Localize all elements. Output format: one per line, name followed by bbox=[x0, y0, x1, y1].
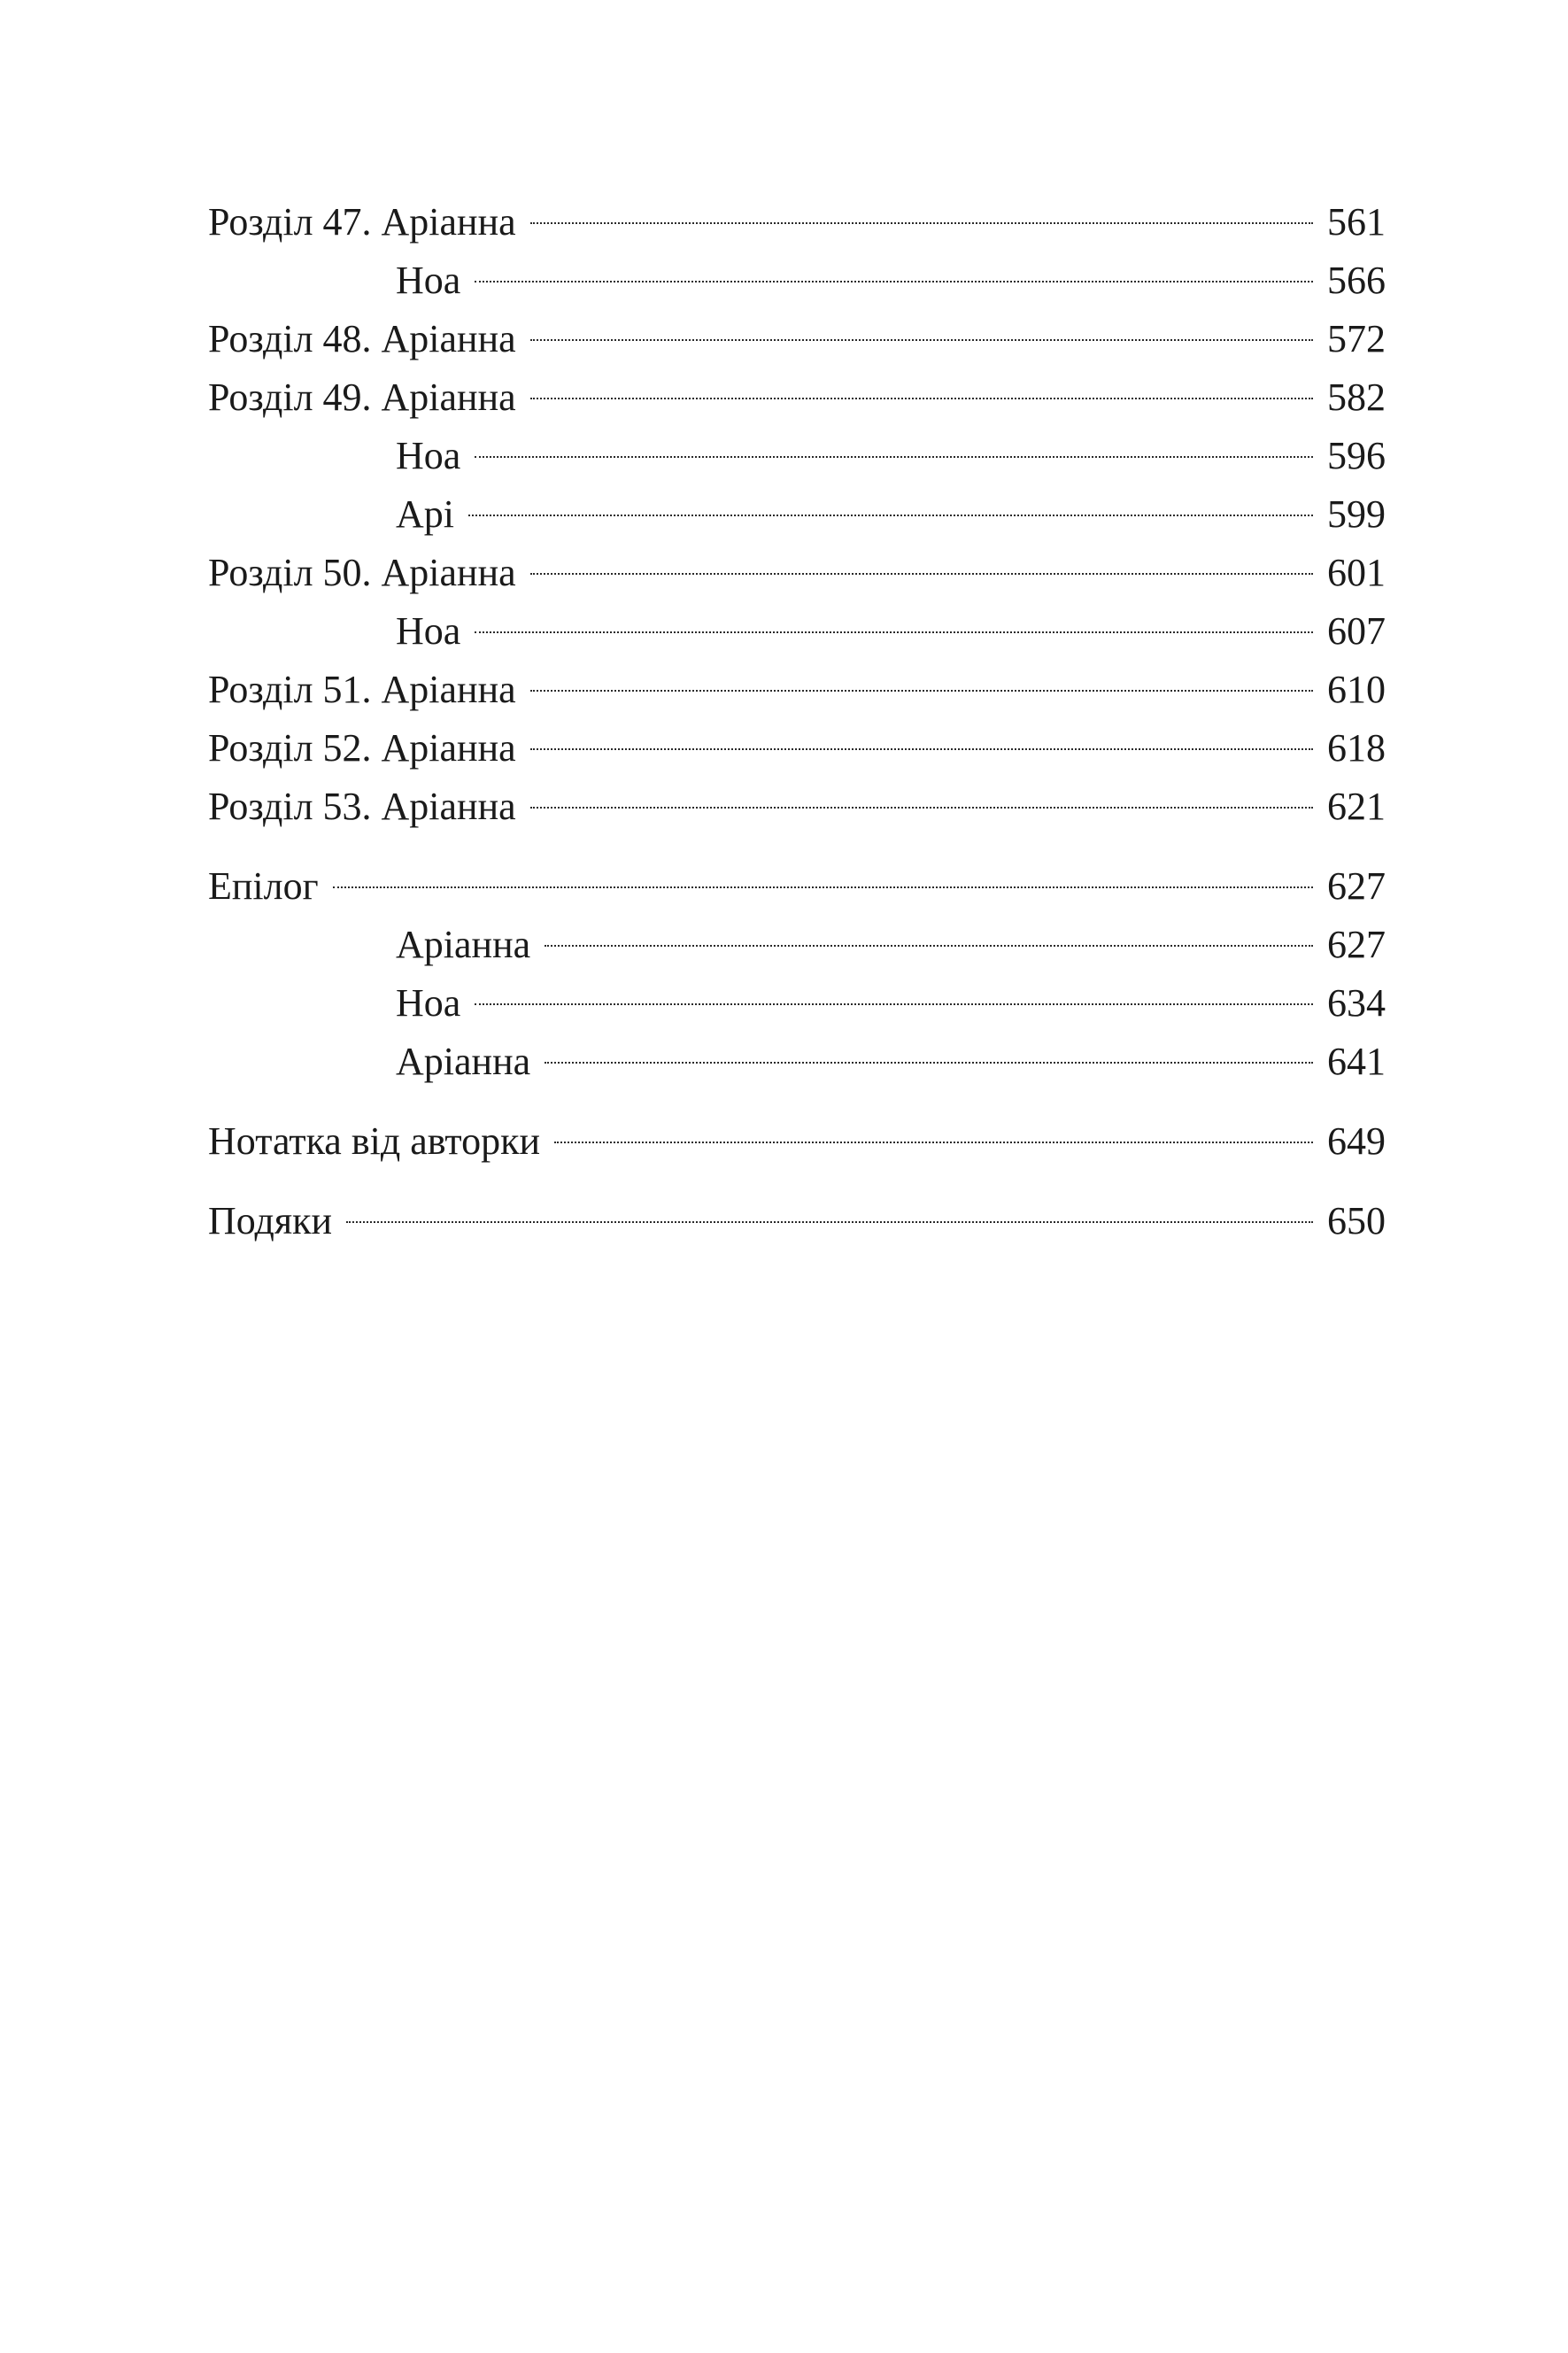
toc-entry bbox=[208, 310, 1386, 368]
toc-entry-label: Розділ 52. Аріанна bbox=[208, 726, 516, 770]
toc-entry-page: 621 bbox=[1327, 785, 1386, 828]
dot-leader bbox=[530, 690, 1313, 692]
toc-subentry bbox=[208, 602, 1386, 661]
toc-entry-label: Розділ 48. Аріанна bbox=[208, 317, 516, 360]
toc-entry bbox=[208, 719, 1386, 778]
dot-leader bbox=[468, 515, 1313, 516]
toc-entry-label: Епілог bbox=[208, 864, 319, 908]
table-of-contents bbox=[208, 193, 1386, 1250]
toc-subentry bbox=[208, 916, 1386, 974]
toc-entry-label: Аріанна bbox=[396, 923, 531, 966]
toc-entry-label: Ноа bbox=[396, 259, 461, 302]
toc-entry-page: 610 bbox=[1327, 668, 1386, 711]
dot-leader bbox=[475, 281, 1313, 283]
toc-entry-label: Арі bbox=[396, 492, 454, 536]
dot-leader bbox=[545, 945, 1313, 947]
toc-entry-page: 561 bbox=[1327, 200, 1386, 244]
toc-entry-label: Розділ 50. Аріанна bbox=[208, 551, 516, 594]
dot-leader bbox=[475, 631, 1313, 633]
dot-leader bbox=[545, 1062, 1313, 1064]
dot-leader bbox=[530, 573, 1313, 575]
toc-entry bbox=[208, 661, 1386, 719]
dot-leader bbox=[554, 1142, 1313, 1143]
toc-entry-page: 572 bbox=[1327, 317, 1386, 360]
toc-entry-label: Ноа bbox=[396, 981, 461, 1025]
toc-subentry bbox=[208, 1033, 1386, 1091]
toc-entry-page: 566 bbox=[1327, 259, 1386, 302]
dot-leader bbox=[530, 339, 1313, 341]
dot-leader bbox=[530, 748, 1313, 750]
toc-entry-label: Аріанна bbox=[396, 1040, 531, 1083]
toc-entry-page: 601 bbox=[1327, 551, 1386, 594]
toc-entry-page: 607 bbox=[1327, 609, 1386, 653]
toc-entry-label: Ноа bbox=[396, 434, 461, 477]
toc-entry-page: 627 bbox=[1327, 923, 1386, 966]
toc-entry bbox=[208, 1112, 1386, 1171]
toc-entry-label: Подяки bbox=[208, 1199, 333, 1242]
toc-entry-page: 618 bbox=[1327, 726, 1386, 770]
toc-entry-page: 596 bbox=[1327, 434, 1386, 477]
toc-entry-label: Розділ 49. Аріанна bbox=[208, 375, 516, 419]
toc-entry-label: Ноа bbox=[396, 609, 461, 653]
toc-entry-label: Розділ 53. Аріанна bbox=[208, 785, 516, 828]
dot-leader bbox=[530, 398, 1313, 399]
toc-entry-label: Нотатка від авторки bbox=[208, 1119, 540, 1163]
toc-entry bbox=[208, 778, 1386, 836]
toc-entry-page: 641 bbox=[1327, 1040, 1386, 1083]
toc-entry-page: 650 bbox=[1327, 1199, 1386, 1242]
toc-entry-label: Розділ 47. Аріанна bbox=[208, 200, 516, 244]
toc-entry bbox=[208, 193, 1386, 252]
toc-entry bbox=[208, 857, 1386, 916]
toc-entry-label: Розділ 51. Аріанна bbox=[208, 668, 516, 711]
toc-entry bbox=[208, 1192, 1386, 1250]
toc-subentry bbox=[208, 427, 1386, 485]
dot-leader bbox=[346, 1221, 1313, 1223]
toc-entry-page: 599 bbox=[1327, 492, 1386, 536]
dot-leader bbox=[475, 456, 1313, 458]
toc-entry-page: 649 bbox=[1327, 1119, 1386, 1163]
toc-subentry bbox=[208, 485, 1386, 544]
toc-subentry bbox=[208, 974, 1386, 1033]
dot-leader bbox=[530, 807, 1313, 809]
toc-entry bbox=[208, 544, 1386, 602]
dot-leader bbox=[530, 222, 1313, 224]
toc-subentry bbox=[208, 252, 1386, 310]
toc-entry bbox=[208, 368, 1386, 427]
dot-leader bbox=[333, 886, 1313, 888]
toc-entry-page: 582 bbox=[1327, 375, 1386, 419]
toc-entry-page: 634 bbox=[1327, 981, 1386, 1025]
dot-leader bbox=[475, 1003, 1313, 1005]
toc-entry-page: 627 bbox=[1327, 864, 1386, 908]
